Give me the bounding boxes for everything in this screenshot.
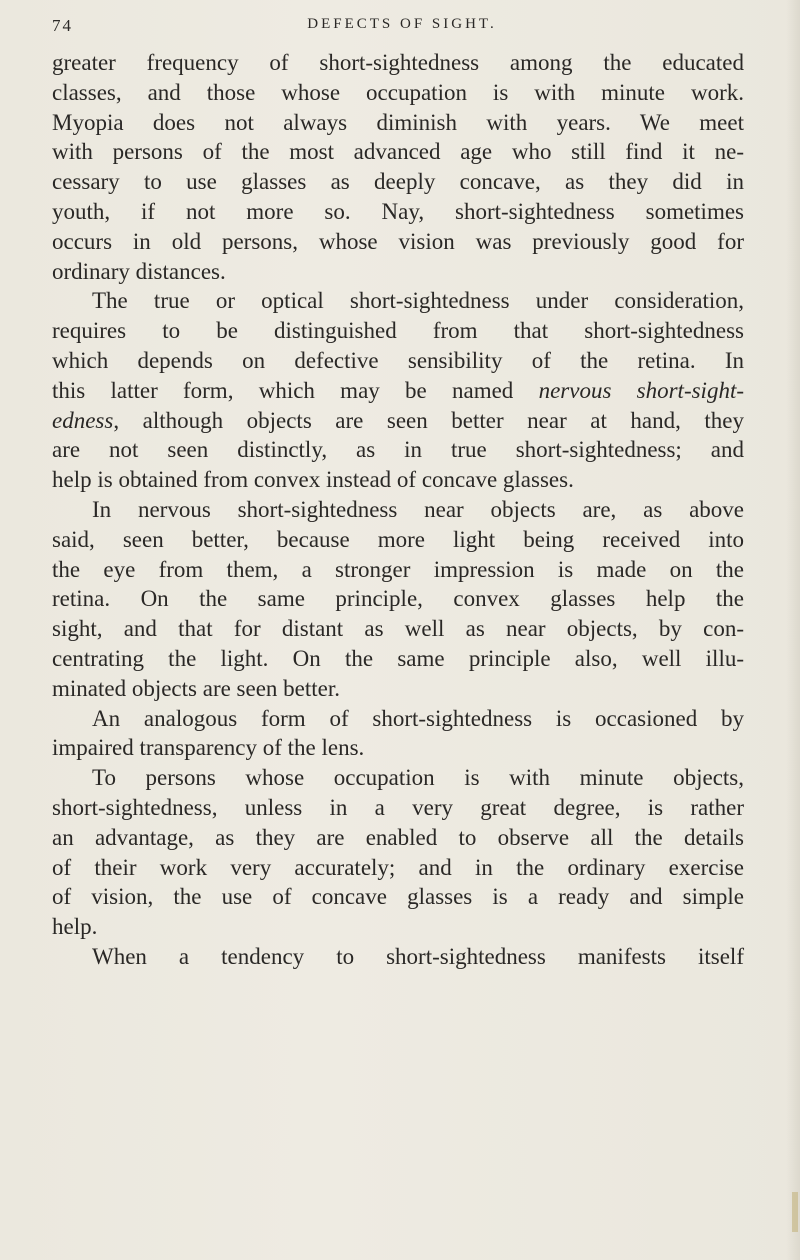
- text-line: retina. On the same principle, convex glasses help the: [52, 586, 744, 612]
- text-line: minated objects are seen better.: [52, 675, 341, 701]
- text-line: help.: [52, 914, 98, 940]
- text-line: help is obtained from convex instead of concave glasses.: [52, 467, 574, 493]
- text-line: When a tendency to short-sightedness manifests itself: [92, 943, 744, 969]
- text-line: Myopia does not always diminish with years. We meet: [52, 109, 744, 135]
- text-line: greater frequency of short-sightedness among the educated: [52, 50, 744, 75]
- text-line: To persons whose occupation is with minute objects,: [92, 765, 744, 791]
- text-line: An analogous form of short-sightedness is occasioned by: [92, 705, 744, 731]
- paragraph-6: [52, 942, 744, 972]
- text-line: occurs in old persons, whose vision was previously good for: [52, 228, 744, 254]
- paragraph-5: [52, 763, 744, 942]
- text-line: an advantage, as they are enabled to observe all the details: [52, 824, 744, 850]
- text-line: are not seen distinctly, as in true short-sightedness; and: [52, 437, 744, 463]
- paragraph-2: [52, 286, 744, 495]
- paragraph-3: [52, 495, 744, 704]
- text-line: youth, if not more so. Nay, short-sightedness sometimes: [52, 198, 744, 224]
- text-line: with persons of the most advanced age who still find it ne-: [52, 139, 744, 165]
- page-edge-shadow: [786, 0, 800, 1260]
- text-line: which depends on defective sensibility of the retina. In: [52, 347, 744, 373]
- text-line: impaired transparency of the lens.: [52, 735, 365, 761]
- text-span: , although objects are seen better near at hand, they: [113, 407, 744, 433]
- text-line: In nervous short-sightedness near objects are, as above: [92, 496, 744, 522]
- body-text: [52, 48, 744, 972]
- text-line: short-sightedness, unless in a very great degree, is rather: [52, 794, 744, 820]
- page-header: [52, 16, 752, 42]
- text-line: cessary to use glasses as deeply concave, as they did in: [52, 169, 744, 195]
- text-span: this latter form, which may be named: [52, 377, 539, 403]
- paragraph-1: [52, 48, 744, 286]
- italic-term: nervous short-sight-: [538, 377, 744, 403]
- text-line-with-italic: [52, 376, 744, 406]
- page-edge-mark: [792, 1192, 798, 1232]
- text-line: said, seen better, because more light being received into: [52, 526, 744, 552]
- text-line: of vision, the use of concave glasses is a ready and simple: [52, 884, 744, 910]
- text-line: The true or optical short-sightedness under consideration,: [92, 288, 744, 314]
- text-line: the eye from them, a stronger impression is made on the: [52, 556, 744, 582]
- text-line: centrating the light. On the same principle also, well illu-: [52, 645, 744, 671]
- page-number: 74: [52, 16, 73, 35]
- text-line: ordinary distances.: [52, 258, 226, 284]
- text-line: of their work very accurately; and in the ordinary exercise: [52, 854, 744, 880]
- paragraph-4: [52, 704, 744, 764]
- text-line: sight, and that for distant as well as near objects, by con-: [52, 616, 744, 642]
- text-line: classes, and those whose occupation is with minute work.: [52, 79, 744, 105]
- running-head: DEFECTS OF SIGHT.: [307, 16, 497, 32]
- text-line: requires to be distinguished from that short-sightedness: [52, 318, 744, 344]
- italic-term: edness: [52, 407, 114, 433]
- text-line-with-italic: [52, 406, 744, 436]
